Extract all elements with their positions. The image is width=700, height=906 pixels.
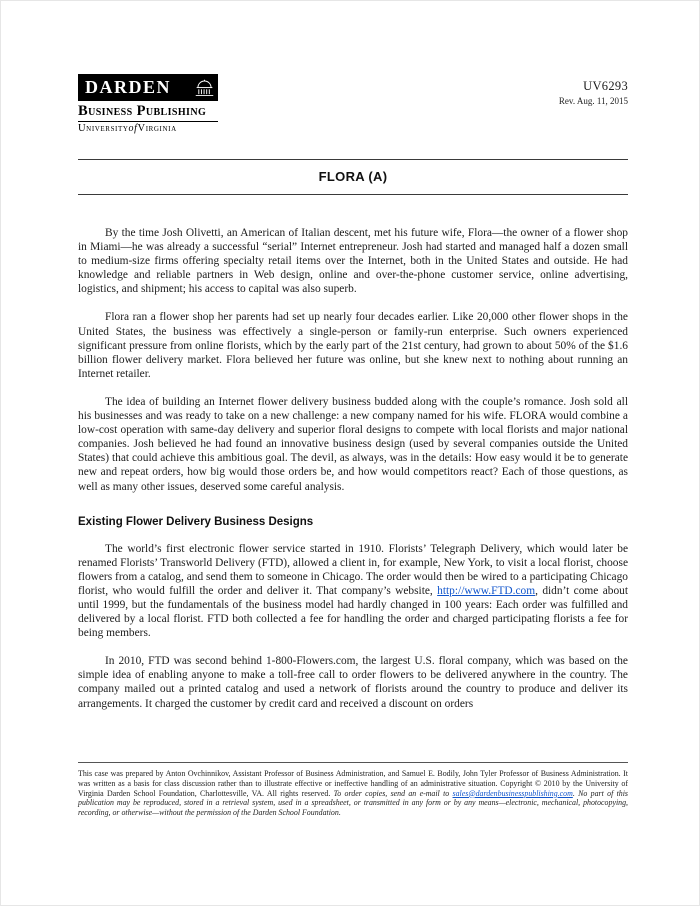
university-of-virginia-label <box>78 123 218 134</box>
case-title: FLORA (A) <box>318 169 388 184</box>
darden-logo <box>78 74 218 134</box>
section-heading: Existing Flower Delivery Business Designs <box>78 515 314 528</box>
paragraph-5: In 2010, FTD was second behind 1-800-Flowers.com, the largest U.S. floral company, which was based on the simple idea of enabling anyone to make a toll-free call to order flowers to be delivered anywhere in the country. The company mailed out a printed catalog and used a network of florists around the country to produce and deliver its arrangements. It charged the customer by credit card and received a discount on orders <box>78 655 628 710</box>
ftd-link[interactable]: http://www.FTD.com <box>437 584 536 597</box>
rotunda-icon <box>194 78 215 98</box>
logo-divider <box>78 121 218 122</box>
document-id-block <box>559 74 628 106</box>
case-body <box>78 226 628 711</box>
university-text: University <box>78 123 129 134</box>
document-footer <box>78 762 628 818</box>
footer-attribution: This case was prepared by Anton Ovchinnikov, Assistant Professor of Business Administration, and Samuel E. Bodily, John Tyler Professor of Business Administration. It was written as a basis for class discussion rather than to illustrate effective or ineffective handling of an administrative situation. Copyright © 2010 by the University of Virginia Darden School Foundation, Charlottesville, VA. All rights reserved. <box>78 769 628 798</box>
paragraph-1: By the time Josh Olivetti, an American of Italian descent, met his future wife, Flora—the owner of a flower shop in Miami—he was already a successful “serial” Internet entrepreneur. Josh had started and managed half a dozen small to medium-size firms offering specialty retail items over the Internet, both in the United States and outside. He had knowledge and reliable partners in Web design, online and over-the-phone customer service, online advertising, logistics, and shipment; his access to capital was also superb. <box>78 227 628 296</box>
footer-order-copies: To order copies, send an e-mail to <box>333 788 453 798</box>
paragraph-2: Flora ran a flower shop her parents had set up nearly four decades earlier. Like 20,000 other flower shops in the United States, the business was effectively a single-person or family-run enterprise. Such owners experienced significant pressure from online florists, which by the early part of the 21st century, had grown to about 50% of the $1.6 billion flower delivery market. Flora believed her future was online, but she knew next to nothing about running an Internet retailer. <box>78 311 628 380</box>
darden-brand-text: DARDEN <box>85 77 172 97</box>
document-header <box>78 74 628 134</box>
title-block <box>78 159 628 195</box>
business-publishing-label: Business Publishing <box>78 103 207 119</box>
paragraph-3: The idea of building an Internet flower delivery business budded along with the couple’s romance. Josh sold all his businesses and was ready to take on a new challenge: a new company named for his wife. FLORA would combine a low-cost operation with same-day delivery and superior floral designs to compete with local florists and major national companies. Josh believed he had found an innovative business design (used by several companies outside the United States) that could achieve this ambitious goal. The devil, as always, was in the details: How easy would it be to generate new and repeat orders, how big would those orders be, and how would competitors react? Each of those questions, as well as many other issues, deserved some careful analysis. <box>78 395 628 493</box>
of-text: of <box>128 123 138 134</box>
paragraph-4 <box>78 542 628 641</box>
paragraph-4-text-cont: , didn’t come about until 1999, but the fundamentals of the business model had hardly changed in 100 years: Each order was fulfilled and delivered by a local florist. FTD both collected a fee for handling the order and charged participating florists a fee for being members. <box>78 584 628 640</box>
paragraph-4-text: The world’s first electronic flower service started in 1910. Florists’ Telegraph Delivery, which would later be renamed Florists’ Transworld Delivery (FTD), allowed a client in, for example, New York, to visit a local florist, choose flowers from a catalog, and send them to someone in Chicago. The order would then be wired to a participating Chicago florist, who would fulfill the order and deliver it. That company’s website, <box>78 542 628 597</box>
virginia-text: Virginia <box>137 123 177 134</box>
footer-rights: . No part of this publication may be reproduced, stored in a retrieval system, used in a spreadsheet, or transmitted in any form or by any means—electronic, mechanical, photocopying, recording, or otherwise—without the permission of the Darden School Foundation. <box>78 788 628 818</box>
footer-text <box>78 769 628 818</box>
document-number: UV6293 <box>583 79 628 93</box>
darden-wordmark <box>78 74 218 101</box>
sales-email-link[interactable]: sales@dardenbusinesspublishing.com <box>452 788 573 798</box>
revision-date: Rev. Aug. 11, 2015 <box>558 96 628 106</box>
